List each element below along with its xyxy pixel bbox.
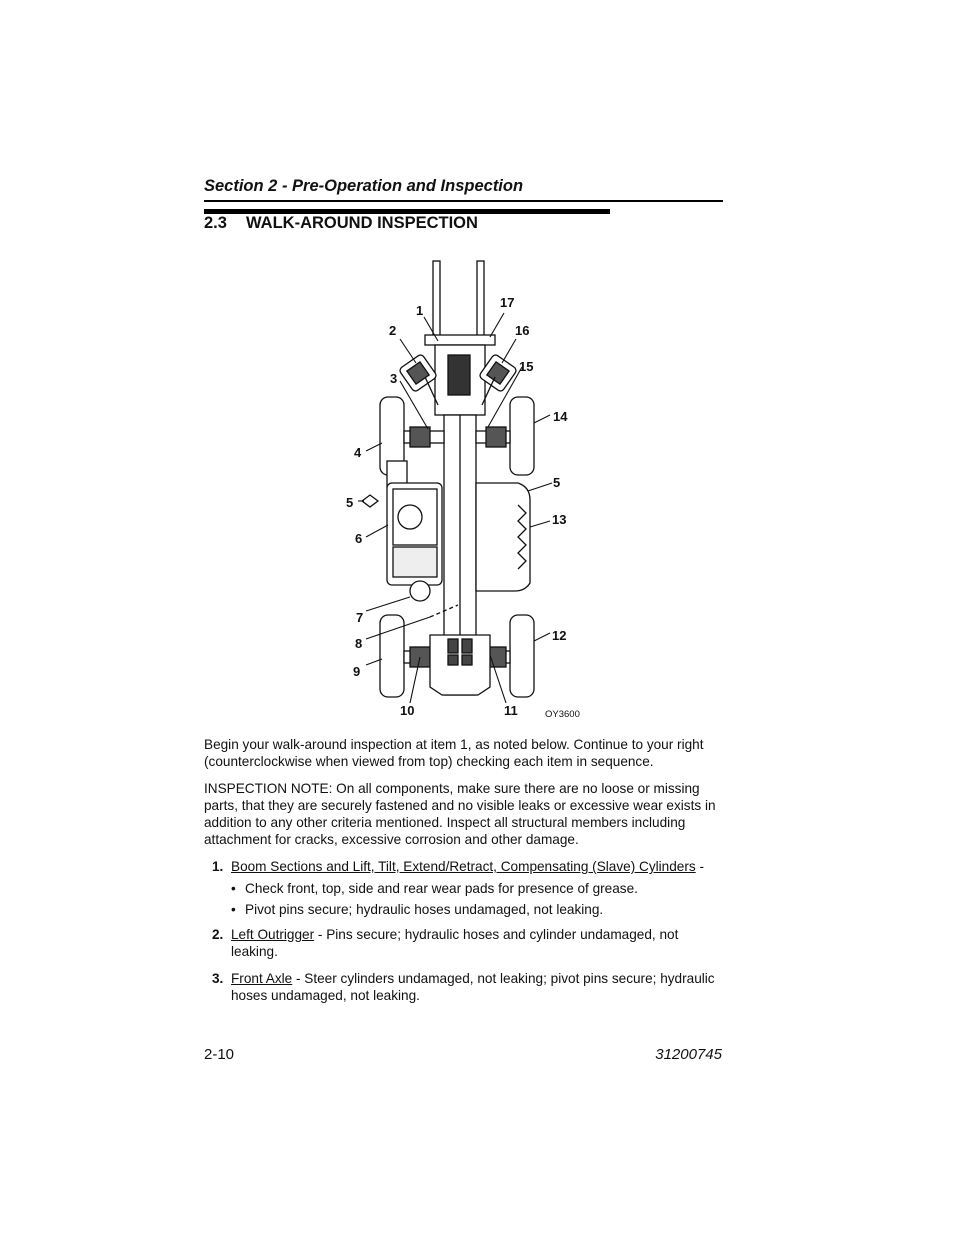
rear-light-left [448, 639, 458, 653]
section-header: Section 2 - Pre-Operation and Inspection [204, 177, 524, 195]
callout-2: 2 [389, 323, 397, 338]
left-outrigger [399, 354, 438, 393]
bullet-glyph: • [231, 902, 236, 917]
callout-4: 4 [354, 445, 362, 460]
list-item-2 [204, 926, 724, 960]
callout-8: 8 [355, 636, 363, 651]
fork-left [433, 261, 440, 341]
engine-cover [476, 483, 530, 591]
seat [393, 547, 437, 577]
header-rule-thin [204, 200, 723, 202]
fork-right [477, 261, 484, 341]
item-3-title: Front Axle [231, 971, 293, 986]
callout-10: 10 [400, 703, 415, 718]
callout-5-left: 5 [346, 495, 354, 510]
front-right-tire [510, 397, 534, 475]
callout-16: 16 [515, 323, 530, 338]
callout-7: 7 [356, 610, 364, 625]
item-3-text: - Steer cylinders undamaged, not leaking; pivot pins secure; hydraulic hoses undamaged, not leaking. [231, 971, 715, 1003]
callout-3: 3 [390, 371, 398, 386]
heading-number: 2.3 [204, 214, 227, 232]
callout-14: 14 [553, 409, 568, 424]
rear-light-right-lower [462, 655, 472, 665]
callout-5-right: 5 [553, 475, 561, 490]
bullet-glyph: • [231, 881, 236, 896]
fuel-cap [362, 495, 378, 507]
callout-17: 17 [500, 295, 515, 310]
footer-doc-number: 31200745 [655, 1046, 722, 1063]
item-2-title: Left Outrigger [231, 927, 315, 942]
rear-right-tire [510, 615, 534, 697]
item-1-text: - [695, 859, 704, 874]
item-2-text: - Pins secure; hydraulic hoses and cylinder undamaged, not leaking. [231, 927, 679, 959]
figure-id: OY3600 [545, 709, 580, 720]
callout-9: 9 [353, 664, 361, 679]
rear-light-right [462, 639, 472, 653]
footer-page-number: 2-10 [204, 1046, 235, 1063]
callout-15: 15 [519, 359, 534, 374]
boom-head-detail [448, 355, 470, 395]
hydraulic-tank [410, 581, 430, 601]
callout-12: 12 [552, 628, 567, 643]
callout-6: 6 [355, 531, 363, 546]
heading-title: WALK-AROUND INSPECTION [246, 214, 478, 232]
machine-top-view-diagram [340, 255, 600, 725]
intro-paragraph: Begin your walk-around inspection at item 1, as noted below. Continue to your right (counterclockwise when viewed from top) checking each item in sequence. [204, 737, 704, 769]
list-item-3 [204, 970, 724, 1004]
rear-frame [430, 635, 490, 695]
item-1-title: Boom Sections and Lift, Tilt, Extend/Retract, Compensating (Slave) Cylinders [231, 859, 696, 874]
callout-13: 13 [552, 512, 567, 527]
section-heading [204, 214, 478, 233]
callout-11: 11 [504, 703, 518, 718]
front-axle-hub-right [486, 427, 506, 447]
item-2-number: 2. [212, 927, 224, 942]
bullet-text: Pivot pins secure; hydraulic hoses undamaged, not leaking. [245, 902, 604, 917]
item-3-number: 3. [212, 971, 224, 986]
steering-wheel [398, 505, 422, 529]
item-1-number: 1. [212, 859, 224, 874]
bullet-text: Check front, top, side and rear wear pads for presence of grease. [245, 881, 638, 896]
rear-light-left-lower [448, 655, 458, 665]
front-axle-hub-left [410, 427, 430, 447]
callout-1: 1 [416, 303, 424, 318]
inspection-note: INSPECTION NOTE: On all components, make sure there are no loose or missing parts, that they are securely fastened and no visible leaks or excessive wear exists in addition to any other criteria mentioned. Inspect all structural members including attachment for cracks, excessive corrosion and other damage. [204, 781, 716, 847]
